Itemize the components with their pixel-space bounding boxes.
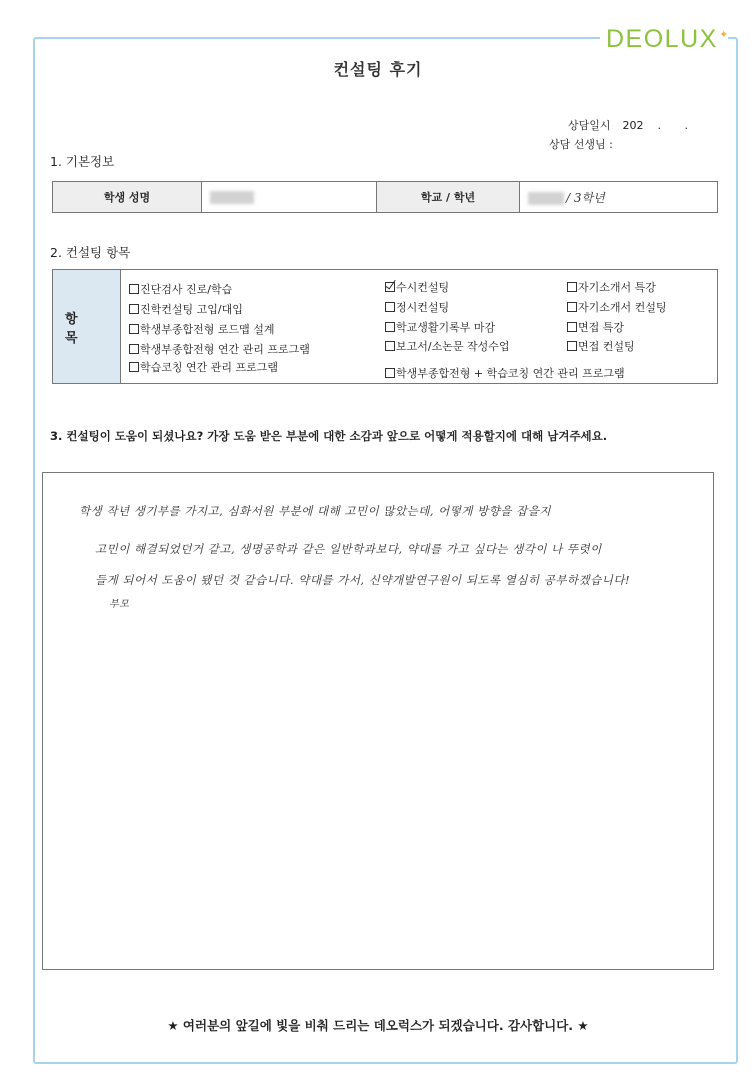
checkbox-checked-icon[interactable] (385, 282, 395, 292)
items-header: 항 목 (53, 270, 121, 383)
section-feedback-question: 3. 컨설팅이 도움이 되셨나요? 가장 도움 받은 부분에 대한 소감과 앞으로 어떻게 적용할지에 대해 남겨주세요. (50, 429, 608, 443)
date-value: 202 (622, 119, 644, 132)
option-item[interactable]: 진단검사 진로/학습 (129, 281, 232, 297)
answer-line: 들게 되어서 도움이 됐던 것 같습니다. 약대를 가서, 신약개발연구원이 되도록 열심히 공부하겠습니다! (95, 573, 631, 587)
option-item[interactable]: 학습코칭 연간 관리 프로그램 (129, 359, 278, 375)
option-item[interactable]: 자기소개서 특강 (567, 279, 656, 295)
answer-line: 학생 작년 생기부를 가지고, 심화서원 부분에 대해 고민이 많았는데, 어떻게 방향을 잡을지 (79, 504, 551, 518)
checkbox-icon[interactable] (129, 362, 139, 372)
section-consulting-items-title: 2. 컨설팅 항목 (50, 245, 131, 260)
redacted-school (528, 192, 564, 205)
checkbox-icon[interactable] (129, 284, 139, 294)
section-basic-info-title: 1. 기본정보 (50, 154, 115, 169)
checkbox-icon[interactable] (567, 282, 577, 292)
checkbox-icon[interactable] (385, 341, 395, 351)
sparkle-icon: ✦ (719, 29, 730, 41)
checkbox-icon[interactable] (129, 344, 139, 354)
option-item[interactable]: 자기소개서 컨설팅 (567, 299, 667, 315)
checkbox-icon[interactable] (385, 302, 395, 312)
student-name-value (202, 182, 377, 213)
option-item[interactable]: 학교생활기록부 마감 (385, 319, 495, 335)
consulting-items-table (52, 269, 718, 384)
basic-info-table (52, 181, 718, 213)
checkbox-icon[interactable] (567, 322, 577, 332)
redacted-name (210, 191, 254, 204)
option-item[interactable]: 학생부종합전형 로드맵 설계 (129, 321, 275, 337)
document-title: 컨설팅 후기 (333, 60, 423, 79)
option-item[interactable]: 면접 특강 (567, 319, 624, 335)
checkbox-icon[interactable] (385, 322, 395, 332)
option-item[interactable]: 학생부종합전형 연간 관리 프로그램 (129, 341, 310, 357)
consult-date (568, 117, 698, 133)
option-item[interactable]: 보고서/소논문 작성수업 (385, 338, 509, 354)
option-item[interactable]: 학생부종합전형 + 학습코칭 연간 관리 프로그램 (385, 365, 625, 381)
answer-line: 고민이 해결되었던거 같고, 생명공학과 같은 일반학과보다, 약대를 가고 싶다는 생각이 나 뚜렷이 (95, 542, 602, 556)
date-dots: . . (657, 119, 699, 132)
grade-value: / 3학년 (566, 190, 605, 205)
school-grade-label: 학교 / 학년 (377, 182, 520, 213)
checkbox-icon[interactable] (385, 368, 395, 378)
checkbox-icon[interactable] (129, 324, 139, 334)
student-name-label: 학생 성명 (53, 182, 202, 213)
logo-text: DEOLUX (606, 25, 718, 53)
school-grade-value (520, 182, 718, 213)
checkbox-icon[interactable] (129, 304, 139, 314)
consult-teacher: 상담 선생님 : (549, 138, 613, 151)
answer-line: 부모 (109, 599, 130, 610)
date-label: 상담일시 (568, 119, 611, 132)
brand-logo (600, 22, 728, 56)
option-item-checked[interactable]: 수시컨설팅 (385, 279, 449, 295)
checkbox-icon[interactable] (567, 302, 577, 312)
option-item[interactable]: 면접 컨설팅 (567, 338, 635, 354)
items-column-1 (121, 270, 383, 383)
footer-message: ★ 여러분의 앞길에 빛을 비춰 드리는 데오럭스가 되겠습니다. 감사합니다. ★ (167, 1018, 589, 1033)
feedback-answer-box[interactable] (42, 472, 714, 970)
checkbox-icon[interactable] (567, 341, 577, 351)
option-item[interactable]: 정시컨설팅 (385, 299, 449, 315)
items-column-3 (565, 270, 715, 383)
option-item[interactable]: 진학컨설팅 고입/대입 (129, 301, 243, 317)
